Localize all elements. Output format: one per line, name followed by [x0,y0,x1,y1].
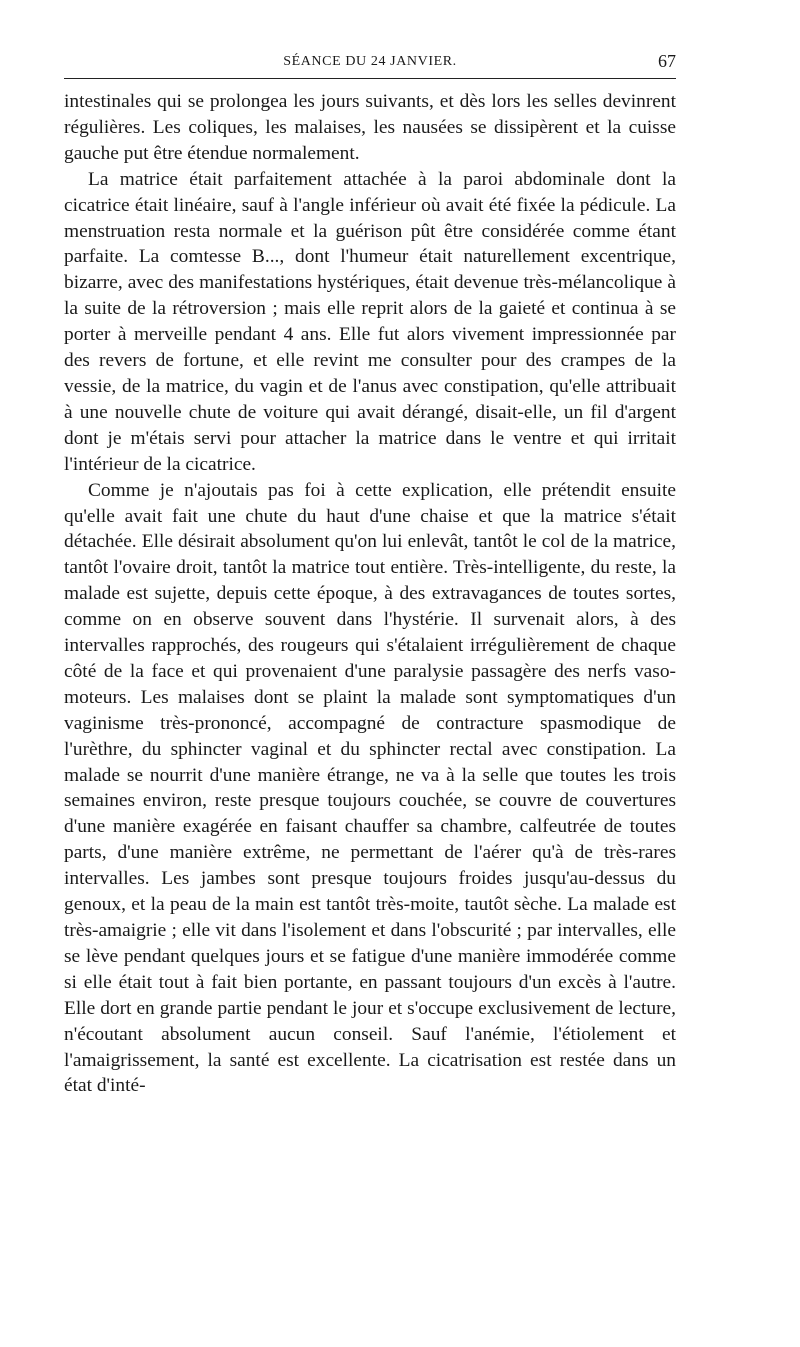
book-page [64,48,676,1099]
paragraph-continuation: intestinales qui se prolongea les jours suivants, et dès lors les selles devinrent régulières. Les coliques, les malaises, les nausées se dissipèrent et la cuisse gauche put être étendue normalement. [64,91,676,164]
body-text [64,89,676,1099]
page-number: 67 [658,51,676,71]
running-head [64,48,676,76]
paragraph: La matrice était parfaitement attachée à la paroi abdominale dont la cicatrice était linéaire, sauf à l'angle inférieur où avait été fixée la pédicule. La menstruation resta normale et la guérison pût être considérée comme étant parfaite. La comtesse B..., dont l'humeur était naturellement excentrique, bizarre, avec des manifestations hystériques, était devenue très-mélancolique à la suite de la rétroversion ; mais elle reprit alors de la gaieté et continua à se porter à merveille pendant 4 ans. Elle fut alors vivement impressionnée par des revers de fortune, et elle revint me consulter pour des crampes de la vessie, de la matrice, du vagin et de l'anus avec constipation, qu'elle attribuait à une nouvelle chute de voiture qui avait dérangé, disait-elle, un fil d'argent dont je m'étais servi pour attacher la matrice dans le ventre et qui irritait l'intérieur de la cicatrice. [64,168,676,475]
running-title: SÉANCE DU 24 JANVIER. [283,54,457,69]
paragraph: Comme je n'ajoutais pas foi à cette explication, elle prétendit ensuite qu'elle avait fait une chute du haut d'une chaise et que la matrice s'était détachée. Elle désirait absolument qu'on lui enlevât, tantôt le col de la matrice, tantôt l'ovaire droit, tantôt la matrice tout entière. Très-intelligente, du reste, la malade est sujette, depuis cette époque, à des extravagances de toutes sortes, comme on en observe souvent dans l'hystérie. Il survenait alors, à des intervalles rapprochés, des rougeurs qui s'étalaient irrégulièrement de chaque côté de la face et qui provenaient d'une paralysie passagère des nerfs vaso-moteurs. Les malaises dont se plaint la malade sont symptomatiques d'un vaginisme très-prononcé, accompagné de contracture spasmodique de l'urèthre, du sphincter vaginal et du sphincter rectal avec constipation. La malade se nourrit d'une manière étrange, ne va à la selle que toutes les trois semaines environ, reste presque toujours couchée, se couvre de couvertures d'une manière exagérée en faisant chauffer sa chambre, calfeutrée de toutes parts, d'une manière extrême, ne permettant de l'aérer qu'à de très-rares intervalles. Les jambes sont presque toujours froides jusqu'au-dessus du genoux, et la peau de la main est tantôt très-moite, tautôt sèche. La malade est très-amaigrie ; elle vit dans l'isolement et dans l'obscurité ; par intervalles, elle se lève pendant quelques jours et se fatigue d'une manière immodérée comme si elle était tout à fait bien portante, en passant toujours d'un excès à l'autre. Elle dort en grande partie pendant le jour et s'occupe exclusivement de lecture, n'écoutant absolument aucun conseil. Sauf l'anémie, l'étiolement et l'amaigrissement, la santé est excellente. La cicatrisation est restée dans un état d'inté- [64,479,676,1097]
header-rule [64,78,676,79]
